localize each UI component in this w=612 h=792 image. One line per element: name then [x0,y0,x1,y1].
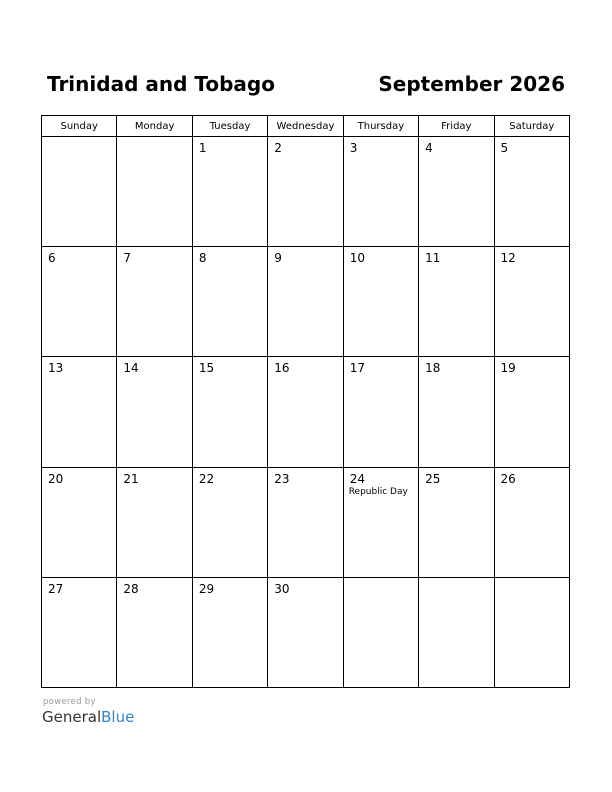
day-number: 21 [123,471,139,486]
weekday-wednesday: Wednesday [268,116,343,137]
day-number: 2 [274,141,282,155]
day-number: 6 [48,251,56,266]
week-row-5 [42,577,570,687]
day-cell [419,577,494,687]
weekday-header-row [42,116,570,137]
weekday-monday: Monday [117,116,192,137]
day-cell [419,137,494,247]
day-number: 27 [48,581,64,596]
day-cell [192,467,267,577]
day-cell [42,357,117,467]
day-number: 20 [48,471,64,486]
day-number: 13 [48,361,64,376]
day-cell [343,137,418,247]
day-cell [117,247,192,357]
day-cell [268,467,343,577]
weekday-saturday: Saturday [494,116,569,137]
day-cell [494,577,569,687]
day-cell [42,577,117,687]
day-number: 28 [123,581,139,596]
day-cell [117,357,192,467]
day-cell [192,247,267,357]
weekday-friday: Friday [419,116,494,137]
day-cell [192,577,267,687]
calendar-grid [41,115,570,688]
day-number: 29 [198,581,215,596]
day-cell [343,357,418,467]
day-number: 4 [425,141,433,155]
day-cell [192,357,267,467]
day-number: 18 [425,361,441,376]
day-number: 17 [349,361,365,376]
day-number: 16 [274,361,290,376]
powered-by-label: powered by [43,697,96,707]
weekday-sunday: Sunday [42,116,117,137]
day-number: 11 [425,251,441,266]
week-row-2 [42,247,570,357]
day-cell [117,137,192,247]
day-cell-holiday [343,467,418,577]
day-number: 23 [274,471,290,486]
month-year-title: September 2026 [378,72,565,96]
brand-general-text: General [42,708,102,726]
day-cell [494,137,569,247]
weekday-thursday: Thursday [343,116,418,137]
week-row-4 [42,467,570,577]
day-number: 5 [500,141,509,155]
day-cell [42,247,117,357]
day-cell [419,357,494,467]
day-cell [343,247,418,357]
day-number: 12 [500,251,516,266]
day-cell [343,577,418,687]
generalblue-logo[interactable] [42,708,134,726]
day-number: 24 [349,471,365,486]
day-cell [268,137,343,247]
day-number: 25 [425,471,441,486]
day-number: 19 [500,361,516,376]
day-cell [117,577,192,687]
day-cell [494,357,569,467]
day-cell [419,247,494,357]
day-number: 10 [349,251,365,266]
week-row-1 [42,137,570,247]
day-cell [494,247,569,357]
day-number: 14 [123,361,139,376]
day-number: 1 [198,141,207,155]
day-number: 30 [274,581,290,596]
brand-blue-text: Blue [101,708,135,726]
day-number: 9 [274,251,282,266]
day-cell [192,137,267,247]
day-number: 7 [123,251,132,266]
day-cell [42,137,117,247]
day-cell [419,467,494,577]
day-number: 3 [349,141,358,155]
country-title: Trinidad and Tobago [47,72,275,96]
day-number: 8 [198,251,207,266]
day-cell [494,467,569,577]
day-number: 26 [500,471,516,486]
day-number: 22 [198,471,215,486]
weekday-tuesday: Tuesday [192,116,267,137]
holiday-label: Republic Day [348,486,408,497]
week-row-3 [42,357,570,467]
day-cell [42,467,117,577]
day-cell [268,577,343,687]
day-number: 15 [198,361,215,376]
day-cell [117,467,192,577]
day-cell [268,357,343,467]
day-cell [268,247,343,357]
